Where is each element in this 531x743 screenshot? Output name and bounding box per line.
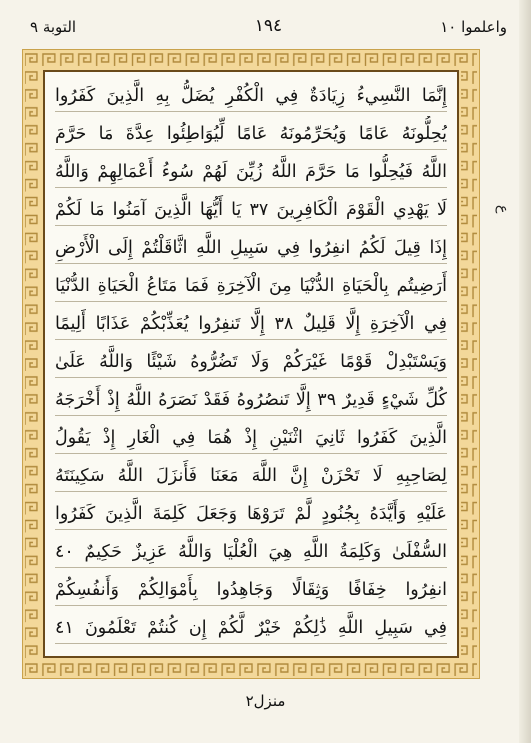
verse-line: انفِرُوا خِفَافًا وَثِقَالًا وَجَاهِدُوا بِأَمْوَالِكُمْ وَأَنفُسِكُمْ xyxy=(55,572,447,608)
verse-line: لَا يَهْدِي الْقَوْمَ الْكَافِرِينَ ٣٧ يَا أَيُّهَا الَّذِينَ آمَنُوا مَا لَكُمْ xyxy=(55,192,447,228)
surah-name: التوبة ٩ xyxy=(30,18,77,36)
page-edge xyxy=(519,0,531,743)
verse-line: وَيَسْتَبْدِلْ قَوْمًا غَيْرَكُمْ وَلَا تَضُرُّوهُ شَيْئًا وَاللَّهُ عَلَىٰ xyxy=(55,344,447,380)
verse-line: إِنَّمَا النَّسِيءُ زِيَادَةٌ فِي الْكُفْرِ يُضَلُّ بِهِ الَّذِينَ كَفَرُوا xyxy=(55,78,447,114)
verse-line: فِي الْآخِرَةِ إِلَّا قَلِيلٌ ٣٨ إِلَّا تَنفِرُوا يُعَذِّبْكُمْ عَذَابًا أَلِيمًا xyxy=(55,306,447,342)
para-name: واعلموا ١٠ xyxy=(440,18,507,36)
verse-line: فِي سَبِيلِ اللَّهِ ذَٰلِكُمْ خَيْرٌ لَّكُمْ إِن كُنتُمْ تَعْلَمُونَ ٤١ xyxy=(55,610,447,646)
verse-line: إِذَا قِيلَ لَكُمُ انفِرُوا فِي سَبِيلِ اللَّهِ اثَّاقَلْتُمْ إِلَى الْأَرْضِ xyxy=(55,230,447,266)
verse-line: كُلِّ شَيْءٍ قَدِيرٌ ٣٩ إِلَّا تَنصُرُوهُ فَقَدْ نَصَرَهُ اللَّهُ إِذْ أَخْرَجَهُ xyxy=(55,382,447,418)
verse-line: السُّفْلَىٰ وَكَلِمَةُ اللَّهِ هِيَ الْعُلْيَا وَاللَّهُ عَزِيزٌ حَكِيمٌ ٤٠ xyxy=(55,534,447,570)
verse-lines xyxy=(55,78,447,650)
verse-line: يُحِلُّونَهُ عَامًا وَيُحَرِّمُونَهُ عَامًا لِّيُوَاطِئُوا عِدَّةَ مَا حَرَّمَ xyxy=(55,116,447,152)
verse-line: أَرَضِيتُم بِالْحَيَاةِ الدُّنْيَا مِنَ الْآخِرَةِ فَمَا مَتَاعُ الْحَيَاةِ الدُّنْيَا xyxy=(55,268,447,304)
verse-line: اللَّهُ فَيُحِلُّوا مَا حَرَّمَ اللَّهُ زُيِّنَ لَهُمْ سُوءُ أَعْمَالِهِمْ وَاللَّهُ xyxy=(55,154,447,190)
ornamental-frame xyxy=(22,49,480,679)
verse-line: الَّذِينَ كَفَرُوا ثَانِيَ اثْنَيْنِ إِذْ هُمَا فِي الْغَارِ إِذْ يَقُولُ xyxy=(55,420,447,456)
manzil-label: منزل٢ xyxy=(245,692,286,710)
page-header xyxy=(30,14,507,44)
verse-line: لِصَاحِبِهِ لَا تَحْزَنْ إِنَّ اللَّهَ مَعَنَا فَأَنزَلَ اللَّهُ سَكِينَتَهُ xyxy=(55,458,447,494)
page-number: ١٩٤ xyxy=(254,16,283,36)
verse-line: عَلَيْهِ وَأَيَّدَهُ بِجُنُودٍ لَّمْ تَرَوْهَا وَجَعَلَ كَلِمَةَ الَّذِينَ كَفَرُوا xyxy=(55,496,447,532)
ruku-mark: ع xyxy=(495,204,511,214)
text-panel xyxy=(43,70,459,658)
